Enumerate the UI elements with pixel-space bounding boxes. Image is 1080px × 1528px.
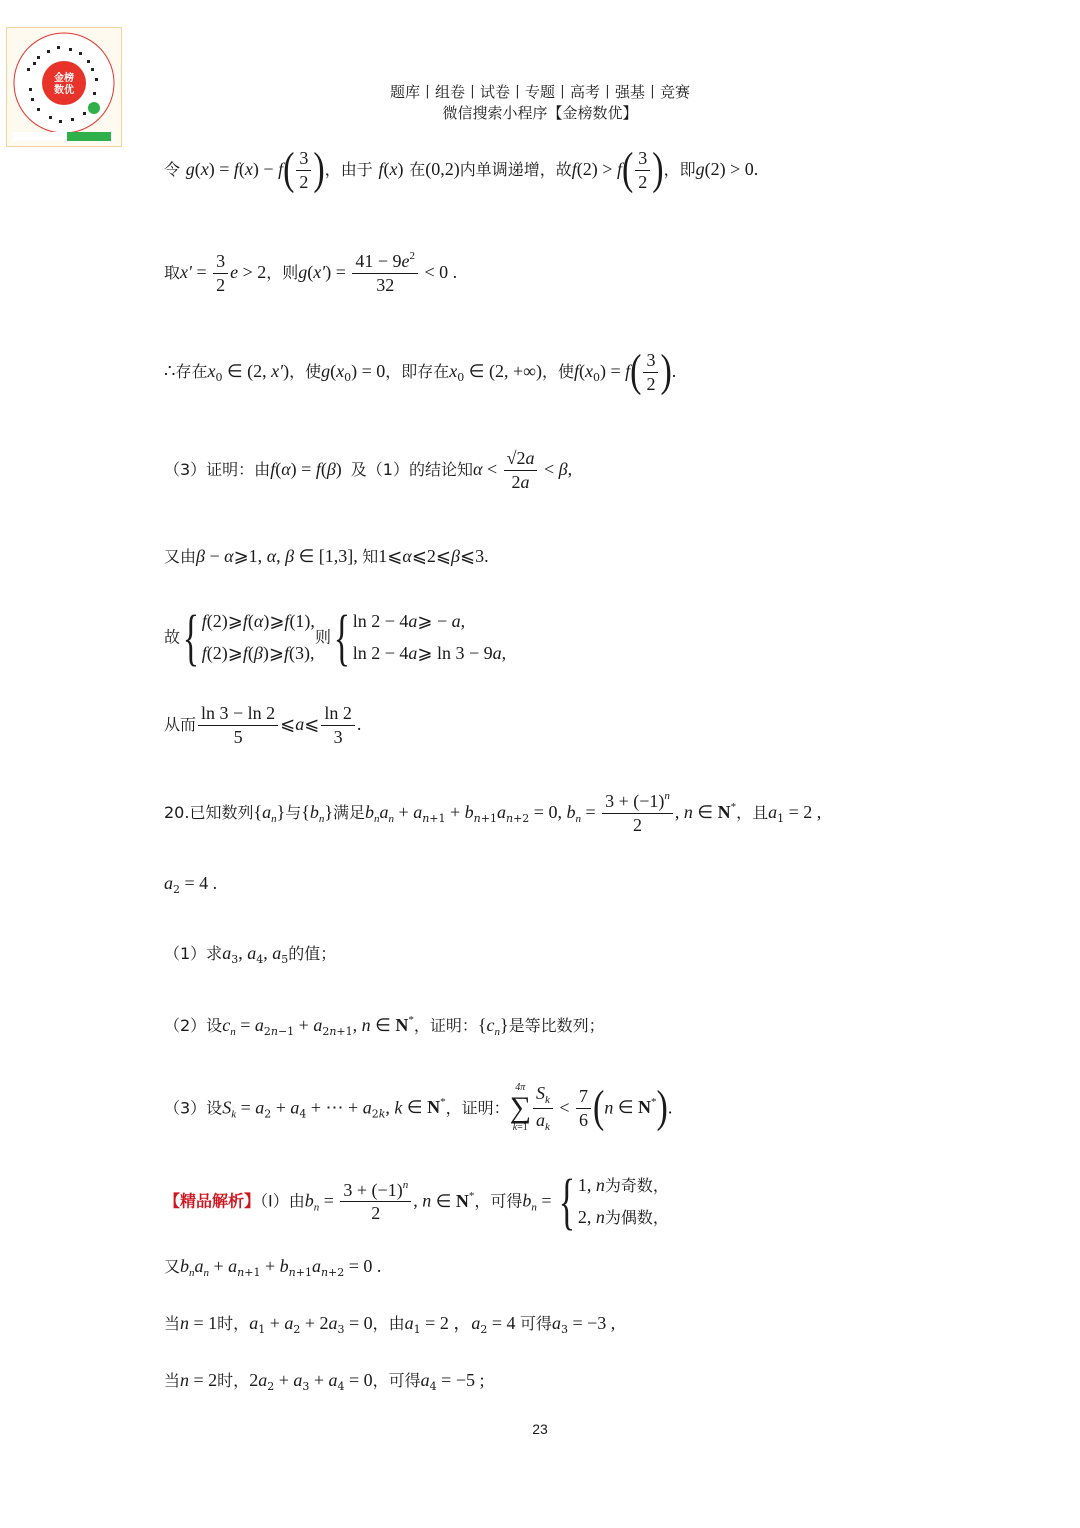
text-oushu: 为偶数， bbox=[604, 1207, 669, 1227]
text-gu: 故 bbox=[164, 627, 181, 647]
line-solution-1: 【精品解析】（Ⅰ）由$b_n$ = $\frac{3 + (-1)^n}{2}$ , n ∈ N*，可得$b_n$ = { 1, n为奇数， 2, n为偶数， bbox=[164, 1167, 669, 1236]
line-a2: $a_2 = 4$ . bbox=[164, 873, 218, 896]
line-beta-alpha: 又由β − α⩾1, α, β ∈ [1,3], 知1⩽α⩽2⩽β⩽3. bbox=[164, 546, 489, 566]
text-zhi: 知 bbox=[362, 547, 379, 566]
line-solution-2: 又$b_na_n + a_{n+1} + b_{n+1}a_{n+2} = 0$ . bbox=[164, 1256, 382, 1279]
line-q20-2: （2）设$c_n = a_{2n-1} + a_{2n+1}$, n ∈ N*，证明：$\{c_n\}$是等比数列； bbox=[164, 1014, 605, 1038]
line-q20: 20.已知数列$\{a_n\}$与$\{b_n\}$满足$b_na_n + a_{n+1} + b_{n+1}a_{n+2} = 0$, $b_n$ = $\frac{3 + (-1)^n}{2}$ , n ∈ N*，且$a_1 = 2$ , bbox=[164, 790, 822, 835]
text-ze2: 则 bbox=[314, 627, 331, 647]
svg-text:数优: 数优 bbox=[54, 85, 74, 96]
text-q20: 20.已知数列 bbox=[164, 803, 254, 822]
text-shi1: ，使 bbox=[289, 362, 322, 381]
line-solution-4: 当n = 2时，$2a_2 + a_3 + a_4 = 0$，可得$a_4 = -5$ ; bbox=[164, 1370, 485, 1393]
line-exists-x0: ∴存在$x_0$ ∈ (2, x′)，使$g(x_0) = 0$，即存在$x_0$ ∈ (2, +∞)，使$f(x_0) = f$( $\frac{3}{2}$ ). bbox=[164, 346, 677, 397]
text-p3: （3）证明：由 bbox=[164, 460, 271, 479]
text-q2: （2）设 bbox=[164, 1016, 223, 1035]
text-zhengming2: ，证明： bbox=[445, 1098, 510, 1118]
text-zai: 在 bbox=[409, 160, 426, 179]
text-kede3: ，可得 bbox=[372, 1371, 421, 1390]
line-cases: 故{ f(2)⩾f(α)⩾f(1), f(2)⩾f(β)⩾f(3), 则{ ln 2 − 4a⩾ − a, ln 2 − 4a⩾ ln 3 − 9a, bbox=[164, 603, 507, 672]
text-you3: ，由 bbox=[372, 1314, 405, 1333]
text-youyu: ，由于 bbox=[324, 160, 373, 179]
text-cunzai: 存在 bbox=[175, 362, 208, 381]
text-roman1: （Ⅰ）由 bbox=[260, 1191, 305, 1211]
line-solution-3: 当n = 1时，$a_1 + a_2 + 2a_3 = 0$，由$a_1 = 2$ ，$a_2 = 4$ 可得$a_3 = -3$ , bbox=[164, 1313, 616, 1336]
text-kede2: 可得 bbox=[519, 1314, 552, 1333]
header-nav: 题库丨组卷丨试卷丨专题丨高考丨强基丨竞赛 bbox=[389, 83, 690, 101]
line-q20-3: （3）设$S_k = a_2 + a_4$ + ⋯ + $a_{2k}$, k ∈ N*，证明： 4π ∑ k=1 $\frac{S_k}{a_k}$ < $\frac{7}{6}$ (n ∈ N*). bbox=[164, 1082, 673, 1134]
text-q3: （3）设 bbox=[164, 1098, 223, 1118]
text-q1: （1）求 bbox=[164, 944, 223, 963]
text-kede: ，可得 bbox=[474, 1191, 523, 1211]
text-jishu: 为奇数， bbox=[604, 1176, 669, 1195]
page-number: 23 bbox=[532, 1421, 548, 1437]
text-shi: 时， bbox=[217, 1314, 250, 1333]
text-qie: ，且 bbox=[736, 803, 769, 822]
text-ji1: ，即 bbox=[663, 160, 696, 179]
text-dang-2: 当 bbox=[164, 1371, 181, 1390]
text-shidengbi: 是等比数列； bbox=[508, 1016, 605, 1035]
text-manzu: 满足 bbox=[333, 803, 366, 822]
text-you2: 又 bbox=[164, 1257, 181, 1276]
text-dezhi: 的值； bbox=[288, 944, 337, 963]
line-part3-proof: （3）证明：由f(α) = f(β) 及（1）的结论知α < $\frac{√2a}{2a}$ < β, bbox=[164, 448, 573, 492]
line-xprime: 取x′ = $\frac{3}{2}$ e > 2，则g(x′) = $\frac{41 - 9e^2}{32}$ < 0 . bbox=[164, 250, 458, 295]
line-conclusion-a: 从而 $\frac{\ln 3 - \ln 2}{5}$ ⩽a⩽ $\frac{\ln 2}{3}$ . bbox=[164, 703, 362, 747]
text-ze: ，则 bbox=[266, 263, 299, 282]
text-shi2: ，使 bbox=[541, 362, 574, 381]
line-q20-1: （1）求$a_3$, $a_4$, $a_5$的值； bbox=[164, 943, 337, 966]
text-congerer: 从而 bbox=[164, 715, 197, 734]
text-yu: 与 bbox=[285, 803, 302, 822]
solution-label: 【精品解析】 bbox=[164, 1191, 261, 1211]
text-ji-1: 及（1）的结论知 bbox=[350, 460, 473, 479]
svg-text:金榜: 金榜 bbox=[54, 73, 74, 84]
text-neidandiao: 内单调递增，故 bbox=[459, 160, 572, 179]
text-shi-2: 时， bbox=[217, 1371, 250, 1390]
text-dang: 当 bbox=[164, 1314, 181, 1333]
text-zhengming: ，证明： bbox=[413, 1016, 478, 1035]
text-ling: 令 bbox=[164, 160, 181, 179]
text-youyou: 又由 bbox=[164, 547, 197, 566]
line-g-def: 令 g(x) = f(x) − f( $\frac{3}{2}$ )，由于 f(x) 在(0,2)内单调递增，故f(2) > f( $\frac{3}{2}$ )，即g(2) > 0. bbox=[164, 144, 759, 195]
text-jicunzai: ，即存在 bbox=[385, 362, 450, 381]
header-wechat: 微信搜索小程序【金榜数优】 bbox=[442, 104, 638, 122]
text-qu: 取 bbox=[164, 263, 181, 282]
